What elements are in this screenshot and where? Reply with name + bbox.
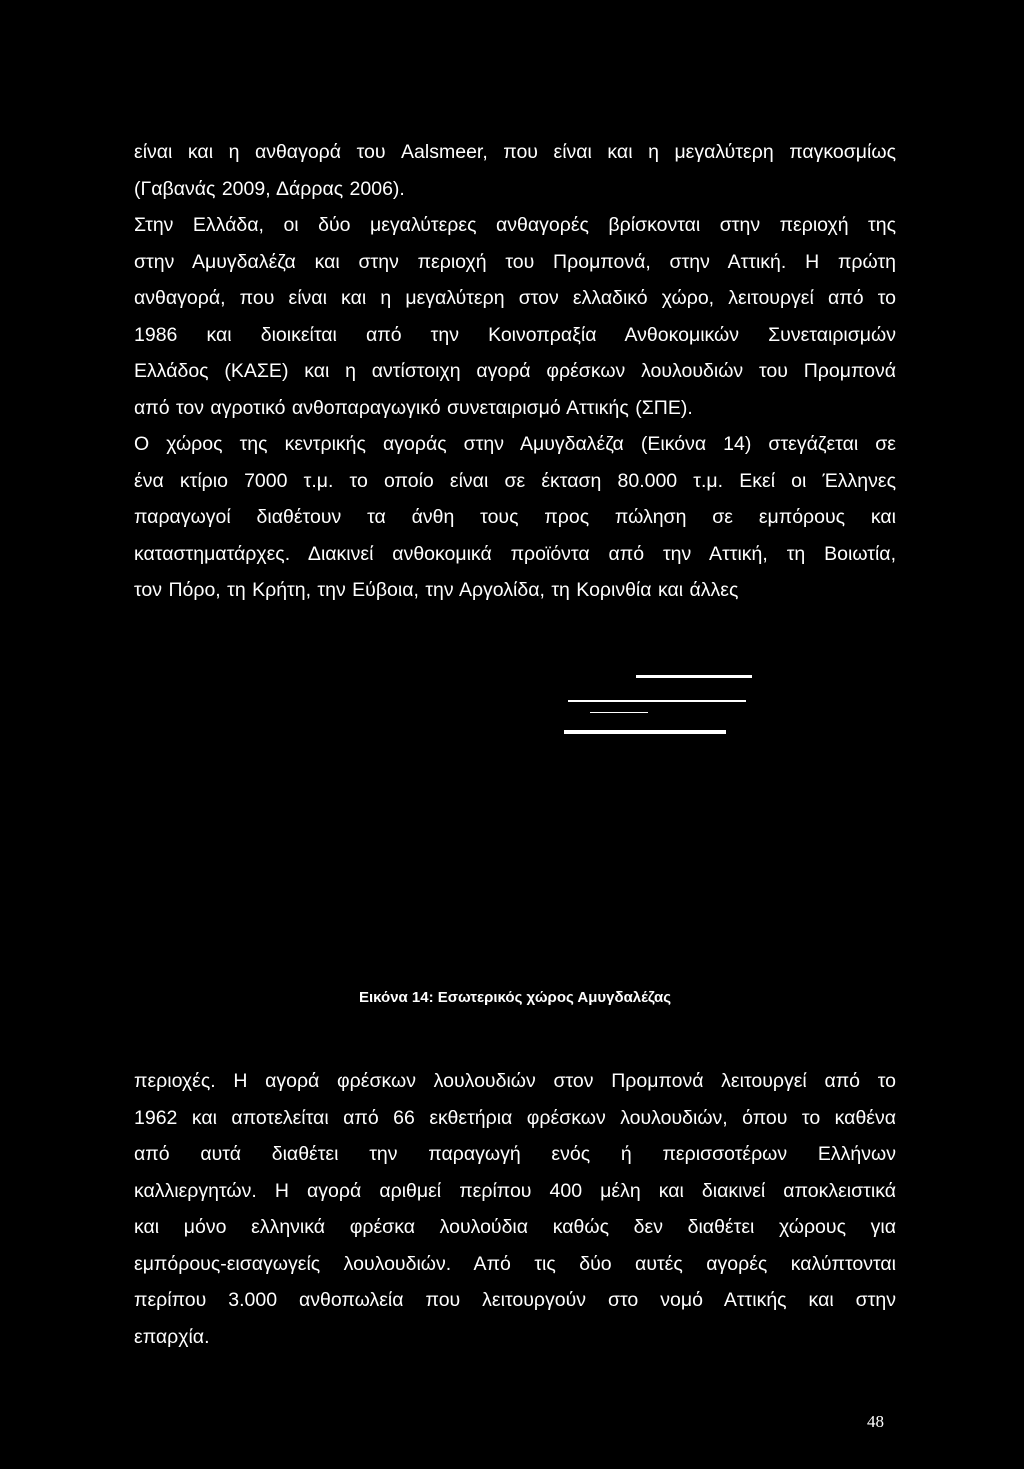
figure-image [134,655,896,1075]
figure-stroke [564,730,726,734]
text-line: είναι και η ανθαγορά του Aalsmeer, που είναι και η μεγαλύτερη παγκοσμίως [134,141,896,163]
figure-stroke [568,700,746,702]
text-line: και μόνο ελληνικά φρέσκα λουλούδια καθώς δεν διαθέτει χώρους για [134,1216,896,1238]
text-line: από τον αγροτικό ανθοπαραγωγικό συνεταιρισμό Αττικής (ΣΠΕ). [134,396,693,419]
text-line: επαρχία. [134,1325,210,1348]
text-line: τον Πόρο, τη Κρήτη, την Εύβοια, την Αργολίδα, τη Κορινθία και άλλες [134,579,739,601]
text-line: από αυτά διαθέτει την παραγωγή ενός ή περισσοτέρων Ελλήνων [134,1143,896,1165]
text-line: στην Αμυγδαλέζα και στην περιοχή του Προμπονά, στην Αττική. Η πρώτη [134,250,896,273]
figure-stroke [590,712,648,713]
text-line: καλλιεργητών. Η αγορά αριθμεί περίπου 400 μέλη και διακινεί αποκλειστικά [134,1179,896,1202]
text-line: 1986 και διοικείται από την Κοινοπραξία Ανθοκομικών Συνεταιρισμών [134,323,896,346]
text-line: περίπου 3.000 ανθοπωλεία που λειτουργούν στο νομό Αττικής και στην [134,1289,896,1311]
text-line: εμπόρους-εισαγωγείς λουλουδιών. Από τις δύο αυτές αγορές καλύπτονται [134,1252,896,1275]
text-line: περιοχές. Η αγορά φρέσκων λουλουδιών στον Προμπονά λειτουργεί από το [134,1070,896,1092]
text-line: Στην Ελλάδα, οι δύο μεγαλύτερες ανθαγορές βρίσκονται στην περιοχή της [134,214,896,236]
text-line: (Γαβανάς 2009, Δάρρας 2006). [134,177,405,200]
figure-stroke [636,675,752,678]
text-line: καταστηματάρχες. Διακινεί ανθοκομικά προϊόντα από την Αττική, τη Βοιωτία, [134,542,896,565]
text-line: ένα κτίριο 7000 τ.μ. το οποίο είναι σε έκταση 80.000 τ.μ. Εκεί οι Έλληνες [134,469,896,492]
paragraph-bottom [134,1063,896,1355]
text-line: Ο χώρος της κεντρικής αγοράς στην Αμυγδαλέζα (Εικόνα 14) στεγάζεται σε [134,433,896,455]
text-line: παραγωγοί διαθέτουν τα άνθη τους προς πώληση σε εμπόρους και [134,506,896,528]
text-line: 1962 και αποτελείται από 66 εκθετήρια φρέσκων λουλουδιών, όπου το καθένα [134,1106,896,1129]
page-number: 48 [867,1412,884,1431]
figure-caption: Εικόνα 14: Εσωτερικός χώρος Αμυγδαλέζας [359,989,671,1006]
text-line: ανθαγορά, που είναι και η μεγαλύτερη στον ελλαδικό χώρο, λειτουργεί από το [134,287,896,309]
text-line: Ελλάδος (ΚΑΣΕ) και η αντίστοιχη αγορά φρέσκων λουλουδιών του Προμπονά [134,360,896,382]
paragraph-top [134,134,896,609]
